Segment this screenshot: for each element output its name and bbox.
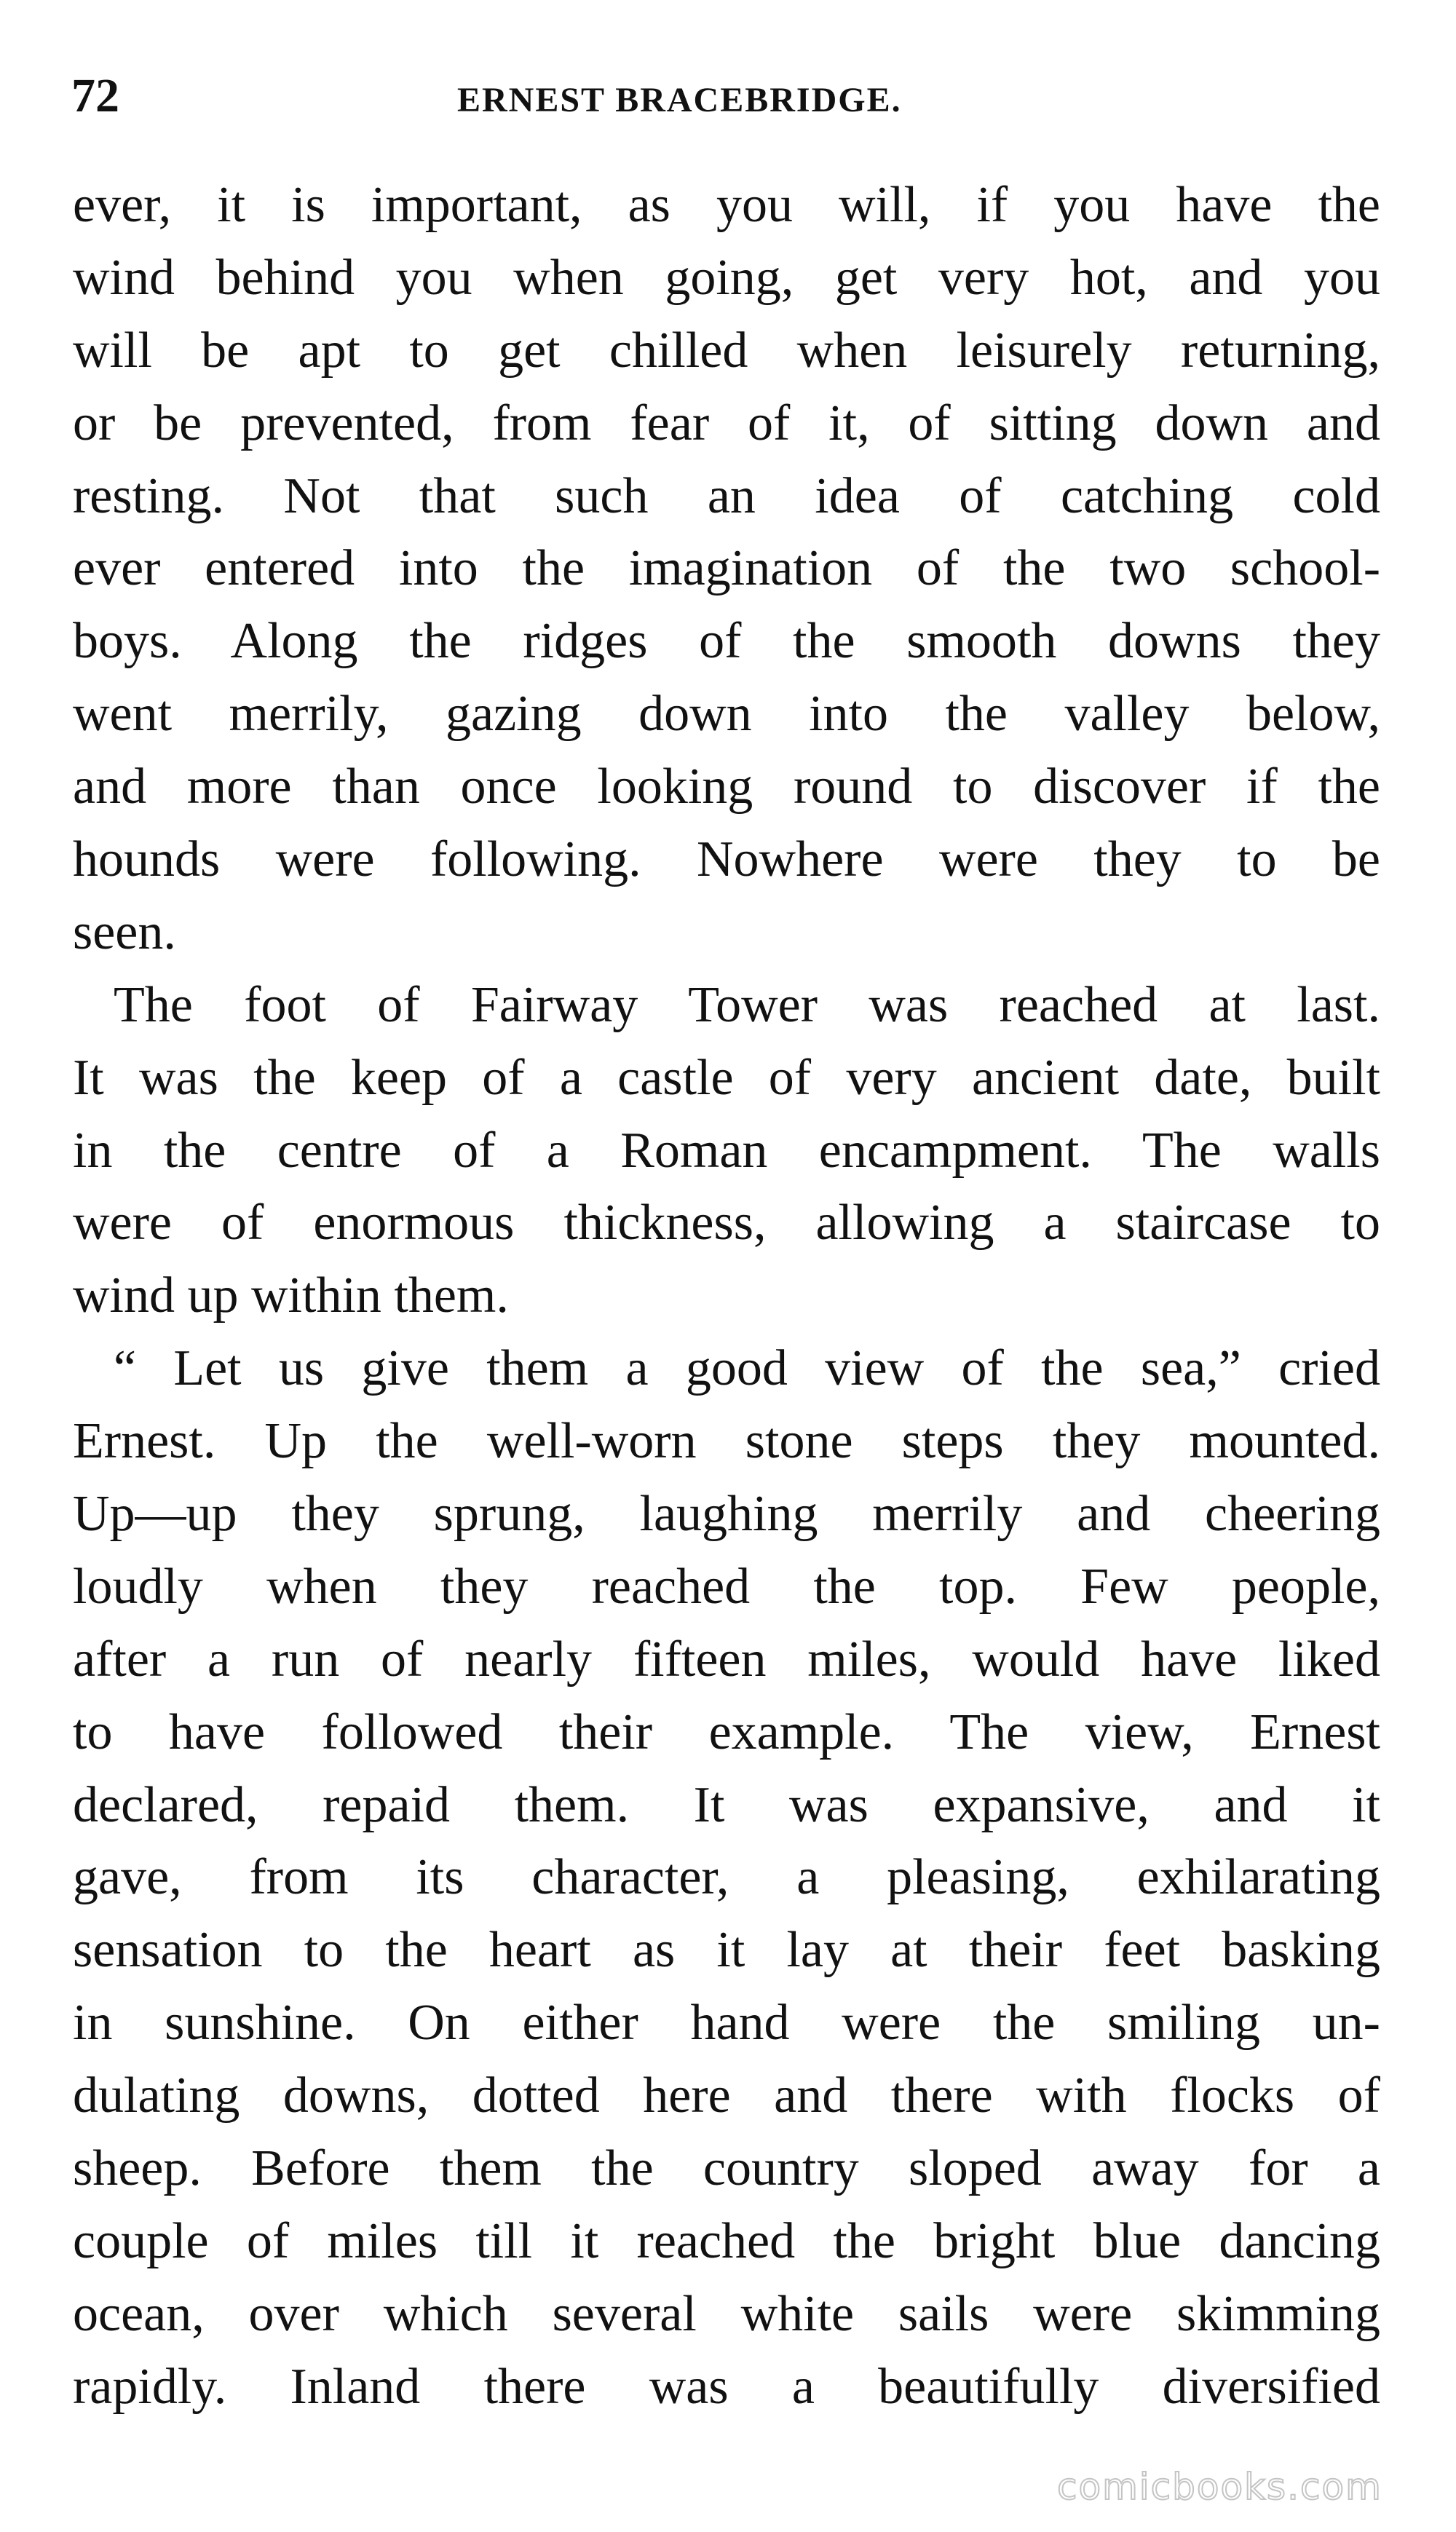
text-line: loudly when they reached the top. Few people,: [73, 1558, 1380, 1615]
page-header: [71, 67, 1382, 132]
text-line: to have followed their example. The view, Ernest: [73, 1704, 1380, 1760]
paragraph-start-line: The foot of Fairway Tower was reached at last.: [114, 976, 1380, 1033]
text-line: gave, from its character, a pleasing, exhilarating: [73, 1849, 1380, 1906]
text-line: It was the keep of a castle of very ancient date, built: [73, 1049, 1380, 1106]
watermark: comicbooks.com: [1057, 2466, 1382, 2508]
text-line: in the centre of a Roman encampment. The walls: [73, 1122, 1380, 1179]
text-line: boys. Along the ridges of the smooth downs they: [73, 613, 1380, 670]
text-line: after a run of nearly fifteen miles, would have liked: [73, 1631, 1380, 1688]
text-line: Up—up they sprung, laughing merrily and cheering: [73, 1486, 1380, 1543]
text-line: couple of miles till it reached the bright blue dancing: [73, 2212, 1380, 2269]
text-line: Ernest. Up the well-worn stone steps they mounted.: [73, 1413, 1380, 1470]
text-line: and more than once looking round to discover if the: [73, 759, 1380, 815]
text-line: dulating downs, dotted here and there with flocks of: [73, 2068, 1380, 2124]
text-line: sensation to the heart as it lay at their feet basking: [73, 1922, 1380, 1979]
text-line: declared, repaid them. It was expansive, and it: [73, 1776, 1380, 1833]
text-line: ocean, over which several white sails were skimming: [73, 2285, 1380, 2342]
text-line: will be apt to get chilled when leisurely returning,: [73, 322, 1380, 379]
running-title: ERNEST BRACEBRIDGE.: [457, 81, 902, 119]
text-line: in sunshine. On either hand were the smiling un-: [73, 1995, 1380, 2052]
text-line: sheep. Before them the country sloped away for a: [73, 2140, 1380, 2197]
text-line: ever entered into the imagination of the two school-: [73, 540, 1380, 597]
text-line: were of enormous thickness, allowing a staircase to: [73, 1195, 1380, 1251]
text-line: went merrily, gazing down into the valley below,: [73, 686, 1380, 743]
paragraph-start-line: “ Let us give them a good view of the sea,” cried: [114, 1340, 1380, 1397]
page-number: 72: [71, 69, 119, 122]
text-line: ever, it is important, as you will, if you have the: [73, 177, 1380, 233]
paragraph-end-line: seen.: [73, 903, 176, 960]
body-text: [73, 169, 1380, 2424]
text-line: resting. Not that such an idea of catching cold: [73, 467, 1380, 524]
text-line: wind behind you when going, get very hot, and you: [73, 249, 1380, 306]
text-line: or be prevented, from fear of it, of sitting down and: [73, 395, 1380, 451]
text-line: rapidly. Inland there was a beautifully diversified: [73, 2358, 1380, 2415]
text-line: hounds were following. Nowhere were they to be: [73, 831, 1380, 888]
paragraph-end-line: wind up within them.: [73, 1267, 509, 1324]
